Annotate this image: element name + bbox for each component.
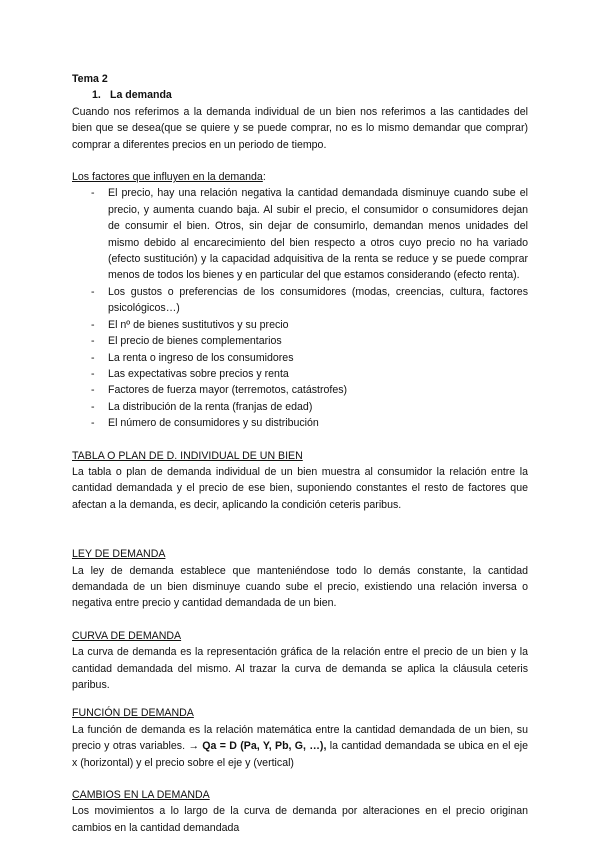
page-title: Tema 2 xyxy=(72,73,108,85)
list-item: - El nº de bienes sustitutivos y su precio xyxy=(72,317,528,333)
factors-list xyxy=(72,185,528,431)
document-page xyxy=(72,71,528,836)
funcion-text-b: la cantidad demandada se ubica en el eje x (horizontal) y el precio sobre el eje y (vertical) xyxy=(72,740,529,769)
funcion-formula: Qa = D (Pa, Y, Pb, G, …), xyxy=(202,740,327,753)
cambios-paragraph: Los movimientos a lo largo de la curva de demanda por alteraciones en el precio originan cambios en la cantidad demandada xyxy=(72,805,528,834)
list-item: - El precio, hay una relación negativa la cantidad demandada disminuye cuando sube el precio, y aumenta cuando baja. Al subir el precio, el consumidor o consumidores dejan de consumir el bien. Otros, sin dejar de consumirlo, demandan menos unidades del mismo debido al encarecimiento del bien respecto a otros cuyo precio no ha variado (efecto sustitución) y la capacidad adquisitiva de la renta se reduce y se puede comprar menos de todos los bienes y en particular del que estamos considerando (efecto renta). xyxy=(72,185,528,283)
cambios-title: CAMBIOS EN LA DEMANDA xyxy=(72,789,210,802)
factors-heading-colon: : xyxy=(262,171,266,184)
funcion-text-a: La función de demanda es la relación matemática entre la cantidad demandada de un bien, su precio y otras variables. → xyxy=(72,723,528,753)
curva-title: CURVA DE DEMANDA xyxy=(72,629,182,642)
tabla-paragraph: La tabla o plan de demanda individual de un bien muestra al consumidor la relación entre la cantidad demandada y el precio de ese bien, suponiendo constantes el resto de factores que afectan a la demanda, es decir, aplicando la condición ceteris paribus. xyxy=(72,465,528,511)
list-item: - La renta o ingreso de los consumidores xyxy=(72,350,528,366)
section-number: 1. xyxy=(92,89,101,102)
list-item: - El precio de bienes complementarios xyxy=(72,333,528,349)
list-item: - Las expectativas sobre precios y renta xyxy=(72,366,528,382)
factors-heading-text: Los factores que influyen en la demanda xyxy=(72,171,263,184)
ley-paragraph: La ley de demanda establece que manteniéndose todo lo demás constante, la cantidad demandada de un bien disminuye cuando sube el precio, existiendo una relación inversa o negativa entre precio y cantidad demandada de un bien. xyxy=(72,564,528,610)
intro-paragraph: Cuando nos referimos a la demanda individual de un bien nos referimos a las cantidades del bien que se desea(que se quiere y se puede comprar, no es lo mismo demandar que comprar) comprar a diferentes precios en un periodo de tiempo. xyxy=(72,105,528,151)
factors-heading xyxy=(72,169,528,185)
section-heading-text: La demanda xyxy=(110,89,172,102)
ley-title: LEY DE DEMANDA xyxy=(72,548,166,561)
funcion-paragraph xyxy=(72,722,528,771)
section-heading xyxy=(92,87,528,103)
tabla-title: TABLA O PLAN DE D. INDIVIDUAL DE UN BIEN xyxy=(72,449,303,462)
list-item: - Los gustos o preferencias de los consumidores (modas, creencias, cultura, factores psicológicos…) xyxy=(72,284,528,317)
list-item: - Factores de fuerza mayor (terremotos, catástrofes) xyxy=(72,382,528,398)
list-item: - El número de consumidores y su distribución xyxy=(72,415,528,431)
list-item: - La distribución de la renta (franjas de edad) xyxy=(72,399,528,415)
curva-paragraph: La curva de demanda es la representación gráfica de la relación entre el precio de un bien y la cantidad demandada del mismo. Al trazar la curva de demanda se aplica la cláusula ceteris paribus. xyxy=(72,646,528,691)
funcion-title: FUNCIÓN DE DEMANDA xyxy=(72,707,194,720)
